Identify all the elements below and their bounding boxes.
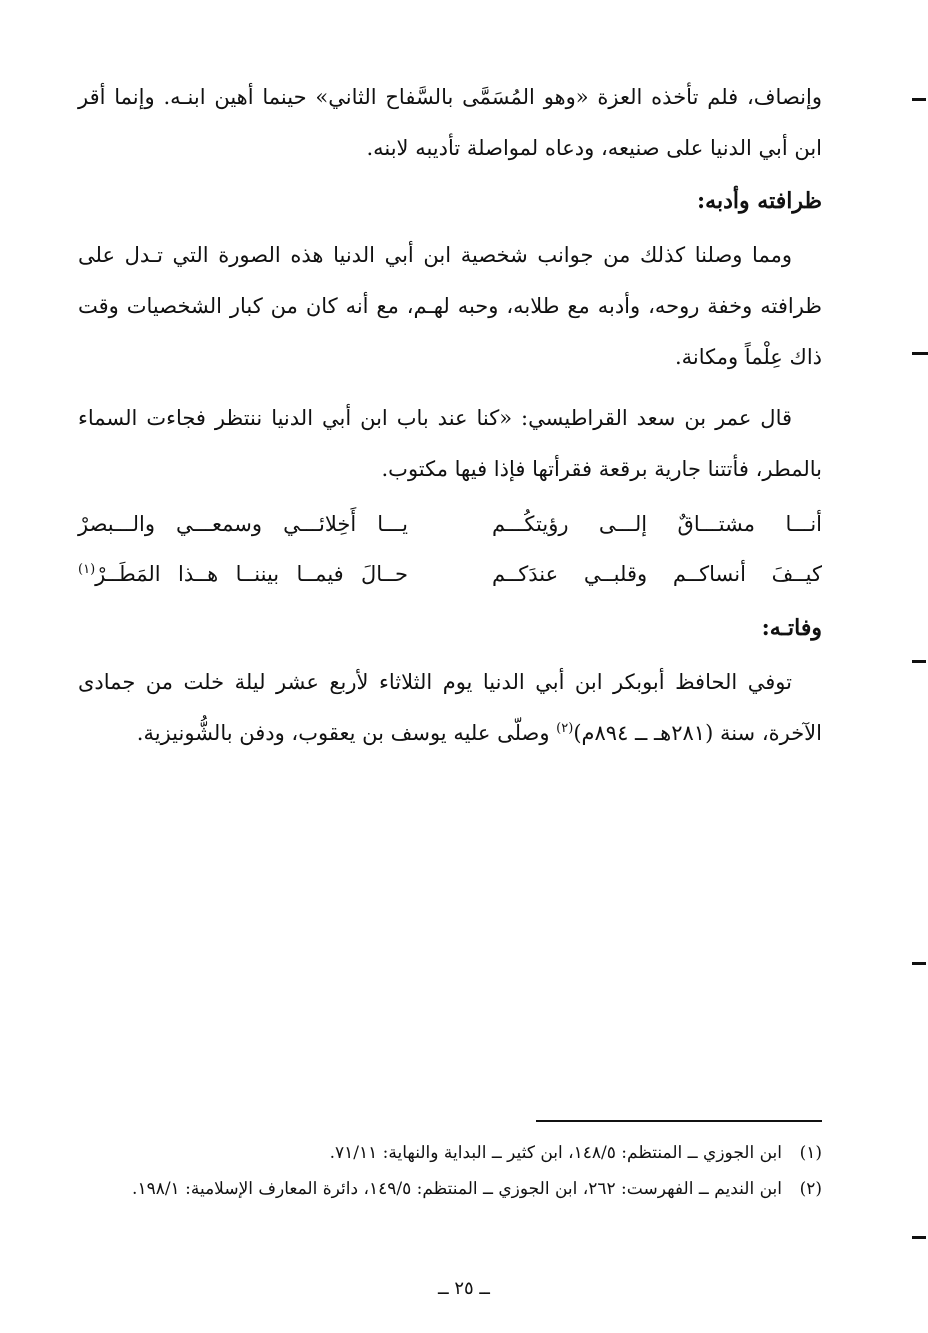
poem-verse: [78, 499, 822, 549]
footnote-ref-1: (١): [78, 562, 96, 577]
footnotes: [78, 1135, 822, 1207]
poem-verse: [78, 549, 822, 599]
poem: [78, 499, 822, 599]
footnote: [78, 1135, 822, 1171]
footnote-separator: [536, 1120, 822, 1122]
footnote-text: ابن النديم ــ الفهرست: ٢٦٢، ابن الجوزي ــ المنتظم: ١٤٩/٥، دائرة المعارف الإسلامية: ١٩٨/١.: [132, 1179, 782, 1199]
paragraph-3: قال عمر بن سعد القراطيسي: «كنا عند باب ابن أبي الدنيا ننتظر فجاءت السماء بالمطر، فأتتنا جارية برقعة فقرأتها فإذا فيها مكتوب.: [78, 406, 822, 481]
footnote-number: (٢): [799, 1179, 822, 1199]
page-body: [78, 72, 822, 759]
edge-mark: [912, 1236, 926, 1239]
edge-mark: [912, 98, 926, 101]
poem-second-hemistich: يـــا أَخِلائـــي وسمعـــي والـــبصرْ: [78, 512, 408, 536]
footnote-text: ابن الجوزي ــ المنتظم: ١٤٨/٥، ابن كثير ــ البداية والنهاية: ٧١/١١.: [329, 1143, 782, 1163]
edge-mark: [912, 962, 926, 965]
paragraph-4: توفي الحافظ أبوبكر ابن أبي الدنيا يوم الثلاثاء لأربع عشر ليلة خلت من جمادى الآخرة، سنة (٢٨١هـ ــ ٨٩٤م)$^{(٢)}$ وصلّى عليه يوسف بن يعقوب، ودفن بالشُّونيزية.: [78, 670, 822, 745]
page-number: ــ ٢٥ ــ: [438, 1278, 490, 1299]
section-heading-wit: ظرافته وأدبه:: [697, 188, 822, 214]
edge-mark: [912, 352, 928, 355]
footnote: [78, 1171, 822, 1207]
edge-mark: [912, 660, 926, 663]
paragraph-2: ومما وصلنا كذلك من جوانب شخصية ابن أبي الدنيا هذه الصورة التي تـدل على ظرافته وخفة روحه، وأدبه مع طلابه، وحبه لهـم، مع أنه كان من كبار الشخصيات وقت ذاك عِلْماً ومكانة.: [78, 243, 822, 369]
poem-first-hemistich: كيــفَ أنساكــم وقلبــي عندَكــم: [492, 562, 822, 586]
footnote-ref-2: (٢): [556, 721, 574, 736]
footnote-number: (١): [799, 1143, 822, 1163]
paragraph-1: وإنصاف، فلم تأخذه العزة «وهو المُسَمَّى بالسَّفاح الثاني» حينما أهين ابنـه. وإنما أقر ابن أبي الدنيا على صنيعه، ودعاه لمواصلة تأديبه لابنه.: [78, 85, 822, 160]
poem-first-hemistich: أنـــا مشتـــاقٌ إلـــى رؤيتكُـــم: [492, 512, 822, 536]
section-heading-death: وفاتـه:: [761, 615, 822, 641]
poem-second-hemistich: حــالَ فيمــا بيننــا هــذا المَطَــرْ$^{(١)}$: [78, 562, 408, 586]
